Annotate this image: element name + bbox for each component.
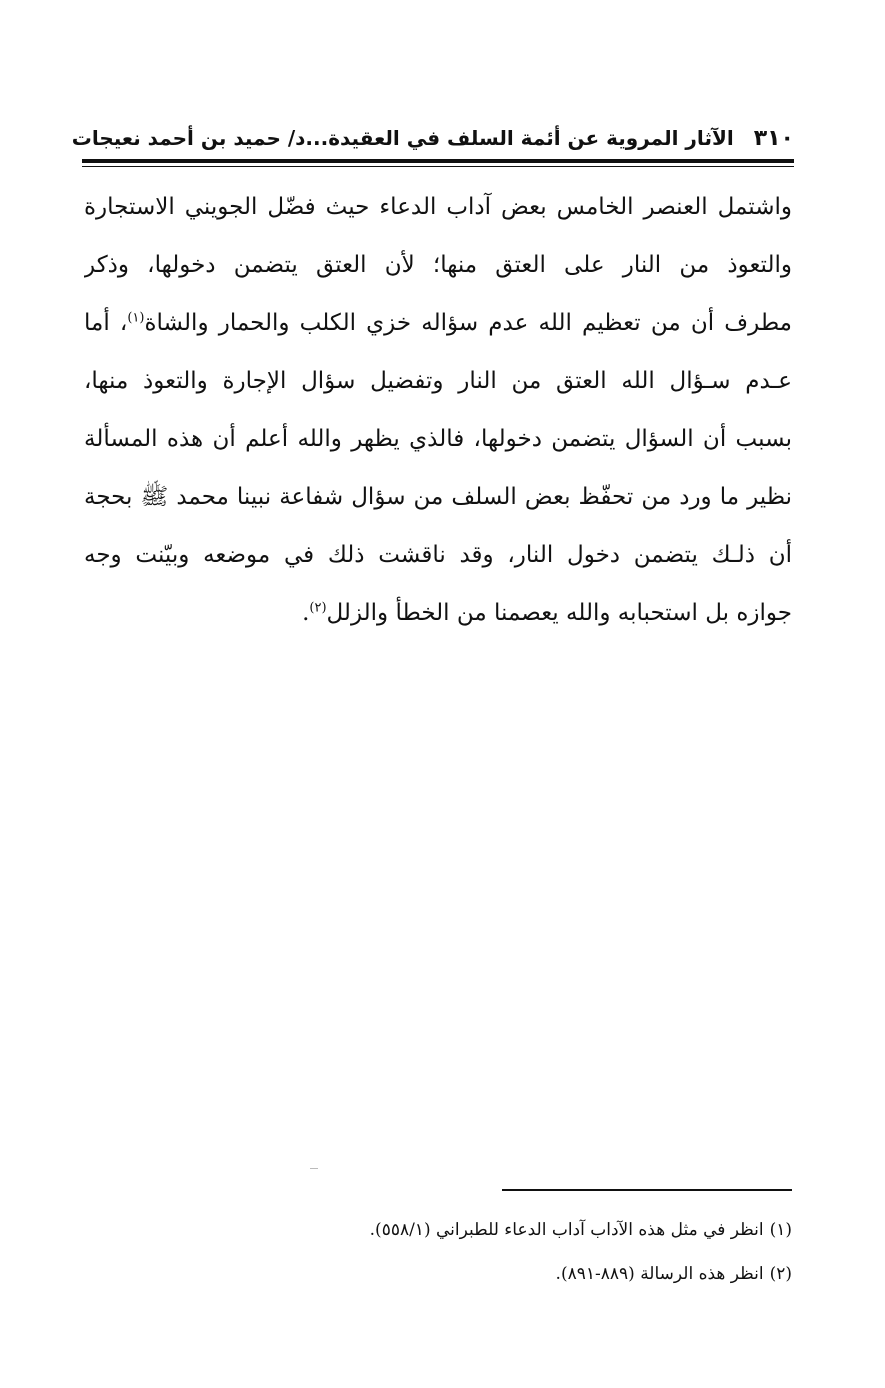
running-header [71,118,794,158]
body-line: والتعوذ من النار على العتق منها؛ لأن العتق يتضمن دخولها، وذكر [84,252,792,278]
footnote-reference[interactable]: (٢) [309,600,327,616]
header-rule-thick [82,159,794,163]
footnote-rule [502,1189,792,1191]
footnote [200,1208,792,1252]
body-text [84,178,792,642]
footnote-number: (١) [769,1220,792,1240]
body-line: بسبب أن السؤال يتضمن دخولها، فالذي يظهر والله أعلم أن هذه المسألة [84,426,792,452]
footnote-text: انظر هذه الرسالة (٨٨٩-٨٩١). [555,1264,764,1284]
body-line: جوازه بل استحبابه والله يعصمنا من الخطأ والزلل$^{(٢)}$. [302,600,792,626]
body-line: نظير ما ورد من تحفّظ بعض السلف من سؤال شفاعة نبينا محمد ﷺ بحجة [84,484,792,510]
footnote-number: (٢) [769,1264,792,1284]
footnote-text: انظر في مثل هذه الآداب آداب الدعاء للطبراني (٥٥٨/١). [369,1220,764,1240]
footnote [200,1252,792,1296]
page-number: ٣١٠ [753,125,794,151]
stray-mark [310,1168,318,1169]
body-line: أن ذلـك يتضمن دخول النار، وقد ناقشت ذلك في موضعه وبيّنت وجه [84,542,792,568]
running-title: الآثار المروية عن أئمة السلف في العقيدة...د/ حميد بن أحمد نعيجات [71,126,734,150]
body-line: واشتمل العنصر الخامس بعض آداب الدعاء حيث فضّل الجويني الاستجارة [84,194,792,220]
body-line: عـدم سـؤال الله العتق من النار وتفضيل سؤال الإجارة والتعوذ منها، [84,368,792,394]
footnote-reference[interactable]: (١) [127,310,145,326]
footnotes [200,1208,792,1296]
header-rule-thin [82,166,794,167]
body-line: مطرف أن من تعظيم الله عدم سؤاله خزي الكلب والحمار والشاة$^{(١)}$، أما [84,310,792,336]
